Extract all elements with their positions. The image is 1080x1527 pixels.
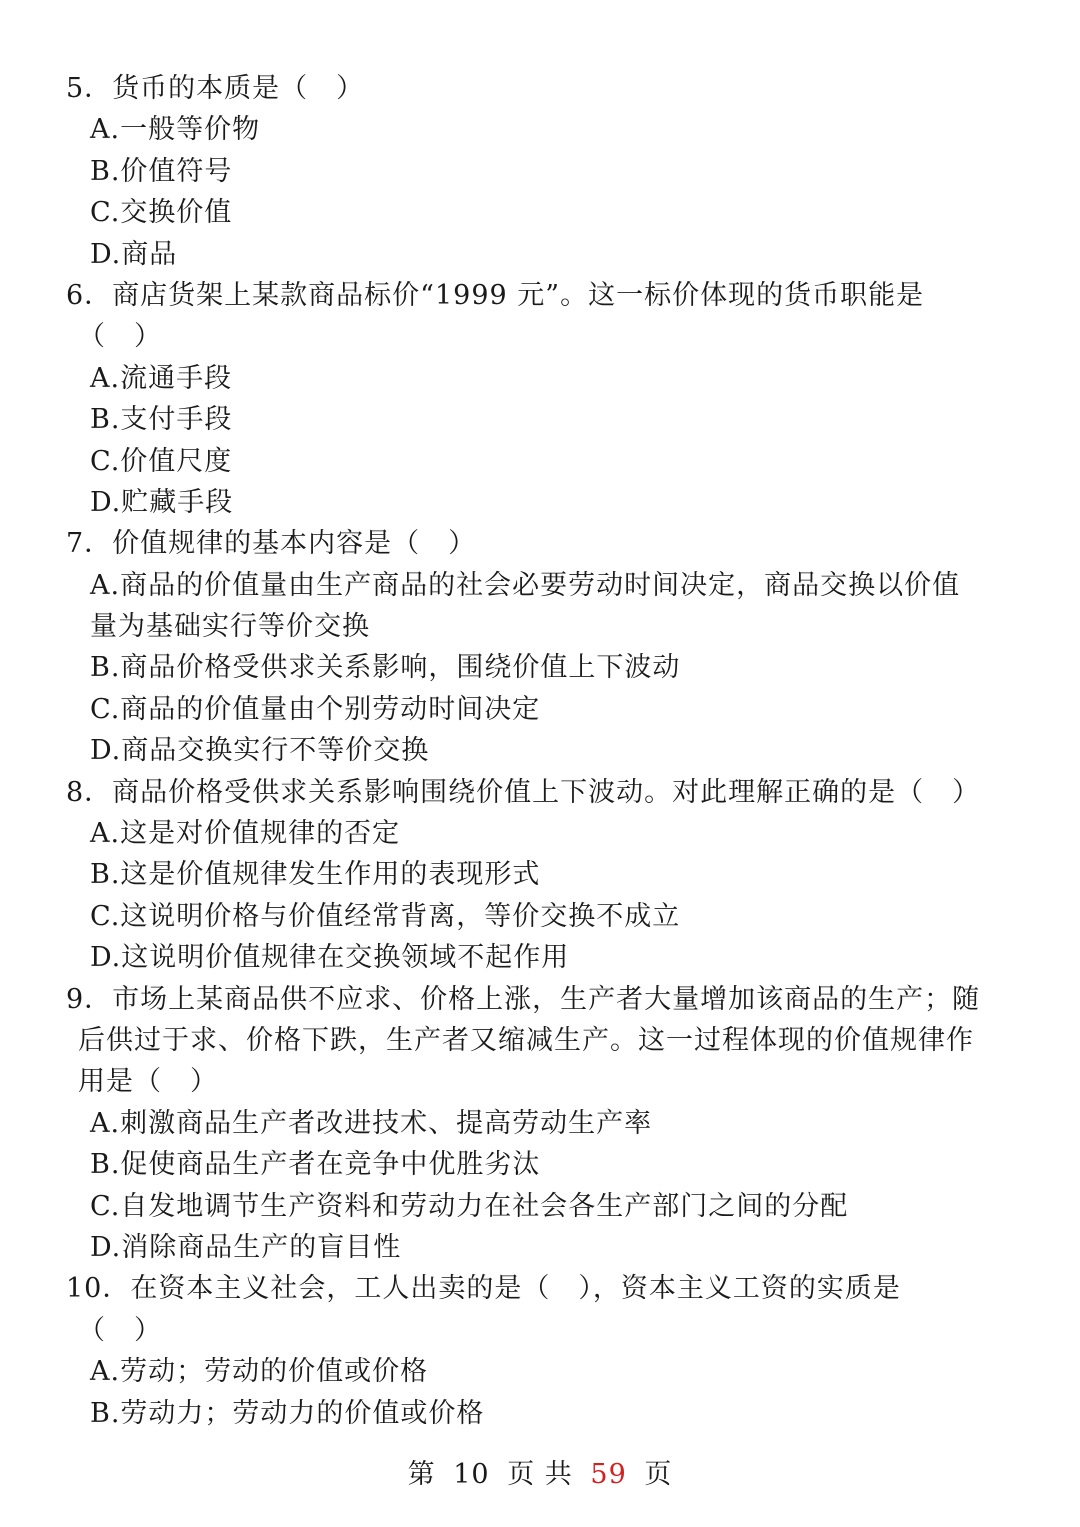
answer-option-line: 量为基础实行等价交换 (90, 611, 370, 643)
answer-option-line: A.刺激商品生产者改进技术、提高劳动生产率 (90, 1107, 653, 1139)
question-block (66, 275, 1016, 523)
answer-option-line: C.价值尺度 (90, 445, 233, 477)
answer-option-line: C.自发地调节生产资料和劳动力在社会各生产部门之间的分配 (90, 1190, 849, 1222)
question-block (66, 68, 1016, 275)
footer-prefix: 第 (407, 1459, 436, 1490)
answer-option-line: D.这说明价值规律在交换领域不起作用 (90, 942, 570, 974)
question-stem-line: 9．市场上某商品供不应求、价格上涨，生产者大量增加该商品的生产；随 (66, 983, 981, 1015)
answer-option-line: A.这是对价值规律的否定 (90, 818, 401, 850)
question-stem-line: 7．价值规律的基本内容是（ ） (66, 528, 477, 560)
answer-option-line: A.商品的价值量由生产商品的社会必要劳动时间决定，商品交换以价值 (90, 569, 961, 601)
answer-option-line: B.促使商品生产者在竞争中优胜劣汰 (90, 1149, 541, 1181)
footer-suffix: 页 (644, 1459, 673, 1490)
answer-option-line: D.消除商品生产的盲目性 (90, 1231, 402, 1263)
question-block (66, 772, 1016, 979)
answer-option-line: C.交换价值 (90, 197, 233, 229)
question-stem-line: 5．货币的本质是（ ） (66, 73, 365, 104)
answer-option-line: B.价值符号 (90, 155, 233, 187)
question-stem-line: （ ） (78, 321, 162, 353)
answer-option-line: D.贮藏手段 (90, 486, 234, 518)
question-block (66, 1268, 1016, 1434)
question-list (66, 68, 1016, 1434)
page-footer (0, 1455, 1080, 1495)
answer-option-line: A.一般等价物 (90, 114, 261, 146)
total-pages: 59 (590, 1459, 627, 1490)
question-stem-line: 6．商店货架上某款商品标价“1999 元”。这一标价体现的货币职能是 (66, 279, 925, 311)
question-block (66, 523, 1016, 771)
question-stem-line: 10．在资本主义社会，工人出卖的是（ ），资本主义工资的实质是 (66, 1273, 901, 1305)
answer-option-line: A.流通手段 (90, 362, 233, 394)
answer-option-line: B.支付手段 (90, 404, 233, 436)
answer-option-line: D.商品交换实行不等价交换 (90, 735, 430, 767)
footer-middle: 页 共 (507, 1459, 573, 1490)
answer-option-line: D.商品 (90, 238, 178, 270)
question-stem-line: （ ） (78, 1314, 162, 1346)
answer-option-line: B.劳动力；劳动力的价值或价格 (90, 1397, 485, 1429)
current-page-number: 10 (453, 1459, 490, 1490)
answer-option-line: B.商品价格受供求关系影响，围绕价值上下波动 (90, 652, 681, 684)
answer-option-line: B.这是价值规律发生作用的表现形式 (90, 859, 541, 891)
question-block (66, 979, 1016, 1269)
question-stem-line: 后供过于求、价格下跌，生产者又缩减生产。这一过程体现的价值规律作 (78, 1024, 974, 1056)
question-stem-line: 8．商品价格受供求关系影响围绕价值上下波动。对此理解正确的是（ ） (66, 776, 981, 808)
answer-option-line: C.商品的价值量由个别劳动时间决定 (90, 693, 541, 725)
question-stem-line: 用是（ ） (78, 1066, 218, 1098)
answer-option-line: C.这说明价格与价值经常背离，等价交换不成立 (90, 900, 681, 932)
answer-option-line: A.劳动；劳动的价值或价格 (90, 1356, 429, 1388)
